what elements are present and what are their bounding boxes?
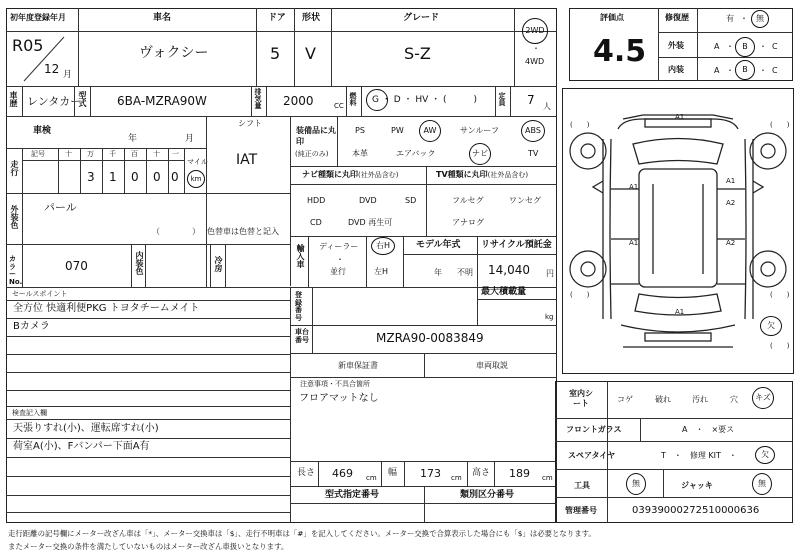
model-year-unit: 年 [434,268,442,277]
navi-sd: SD [405,196,417,205]
door-label: ドア [268,13,286,23]
color-paren: （ ） [152,227,200,236]
equipment-sublabel: (純正のみ) [295,150,329,158]
ac-label: 冷房 [214,256,223,272]
km-circle: km [187,170,205,188]
int-dot1: ・ [726,66,734,75]
mileage-digit: 0 [171,170,179,184]
diagram-mark: A1 [629,239,639,247]
capacity-value: 7 [527,93,535,107]
diagram-mark: A1 [726,177,736,185]
diagram-paren: ( ) [770,291,790,299]
sales-line-1: 全方位 快適利便PKG トヨタチームメイト [13,303,200,314]
inspector-line-2: 荷室A(小)、Fバンパー下面A有 [13,441,150,452]
tv-fullseg: フルセグ [452,196,484,205]
ext-c: C [772,42,778,51]
repair-no-circle: 無 [751,10,769,28]
grade-value: S-Z [404,44,431,63]
length-unit: cm [366,474,377,482]
seat-item: 穴 [730,395,738,404]
chassis-label: 車台番号 [295,328,309,344]
height-unit: cm [542,474,553,482]
color-no-value: 070 [65,259,88,273]
class-label: 類別区分番号 [460,490,515,500]
manual-label: 車両取説 [476,361,508,370]
spare-label: スペアタイヤ [568,451,616,460]
equip-abs-circle: ABS [521,120,545,142]
width-value: 173 [420,467,441,480]
import-parallel: 並行 [330,267,346,276]
first-reg-era: R05 [12,36,44,55]
model-label: 型式 [78,91,87,107]
import-left: 左H [374,267,389,276]
drive-4wd: 4WD [525,57,545,66]
footer-line-1: 走行距離の記号欄にメーター改ざん車は「*」、メーター交換車は「$」、走行不明車は「#」を記入してください。メーター交換で合算表示した場合にも「$」は必要となります。 [8,529,596,538]
int-a: A [714,66,720,75]
jack-none-circle: 無 [752,473,772,495]
diagram-paren: ( ) [770,342,790,350]
diagram-mark: A2 [726,239,736,247]
tv-label: TV種類に丸印(社外品含む) [436,170,529,179]
repair-label: 修復歴 [665,13,689,22]
glass-label: フロントガラス [566,425,622,434]
equipment-label: 装備品に丸印 [296,126,336,147]
tools-none-circle: 無 [626,473,646,495]
kg-unit: kg [545,313,554,321]
tv-analog: アナログ [452,218,484,227]
ext-a: A [714,42,720,51]
shift-label: シフト [238,119,262,128]
color-note: 色替車は色替と記入 [207,227,279,236]
score-value: 4.5 [593,34,647,69]
mileage-digit-label-4: 百 [131,150,138,158]
exterior-label: 外装 [668,41,684,50]
navi-dvd: DVD [359,196,377,205]
diagram-mark: A1 [675,113,685,121]
length-value: 469 [332,467,353,480]
mileage-label: 走行 [10,160,19,176]
inspection-label: 車検 [33,126,52,136]
drive-dot: ・ [532,44,540,53]
jack-label: ジャッキ [681,481,713,490]
ext-dot2: ・ [759,42,767,51]
mileage-digit-label-5: 十 [153,150,160,158]
repair-dot: ・ [740,14,748,23]
equip-pw: PW [391,126,404,135]
equip-leather: 本革 [352,149,368,158]
first-reg-label: 初年度登録年月 [10,13,66,22]
seat-item: 破れ [655,395,671,404]
inspector-line-1: 天張りすれ(小)、運転席すれ(小) [13,423,159,434]
int-dot2: ・ [759,66,767,75]
tv-oneseg: ワンセグ [509,196,541,205]
diagram-missing-circle: 欠 [760,316,782,336]
int-c: C [772,66,778,75]
width-unit: cm [451,474,462,482]
shape-value: V [305,44,316,63]
first-reg-month: 12 [44,62,60,76]
diagram-paren: ( ) [570,121,590,129]
recycle-label: リサイクル預託金 [481,240,552,250]
equip-aw-circle: AW [419,120,441,142]
shift-value: IAT [236,152,258,168]
color-label: 外装色 [10,205,19,229]
diagram-mark: A1 [629,183,639,191]
reg-no-label: 登録番号 [295,291,302,323]
type-cert-label: 型式指定番号 [325,490,380,500]
mileage-digit: 3 [87,170,95,184]
navi-label: ナビ種類に丸印(社外品含む) [302,170,399,179]
import-dealer: ディーラー [319,242,359,251]
seat-item: 汚れ [692,395,708,404]
diagram-paren: ( ) [570,291,590,299]
navi-dvd-play: DVD 再生可 [348,218,393,227]
spare-items: T ・ 修理 KIT ・ [661,451,737,460]
car-name: ヴォクシー [139,45,209,61]
seat-item: コゲ [617,395,633,404]
int-b-circle: B [735,60,755,80]
mileage-digit-label-1: 十 [65,150,72,158]
import-right-circle: 右H [371,237,395,255]
car-outline-diagram [563,89,793,373]
color-value: パール [44,201,77,214]
diagram-mark: A1 [675,308,685,316]
mileage-digit-label-6: 一 [172,150,179,158]
notes-label: 注意事項・不具合箇所 [300,380,370,388]
warranty-label: 新車保証書 [338,361,378,370]
model-year-label: モデル年式 [416,240,461,250]
tools-label: 工具 [574,481,590,490]
notes-value: フロアマットなし [299,393,379,404]
mgmt-value: 03939000272510000636 [632,505,760,516]
usage-value: レンタカー [27,95,82,108]
spare-missing-circle: 欠 [755,446,775,464]
ext-b-circle: B [735,37,755,57]
cc-unit: CC [334,102,344,110]
seat-scratch-circle: キズ [752,387,774,409]
usage-label: 車歴 [9,91,18,107]
mileage-digit: 0 [131,170,139,184]
mileage-digit-label-2: 万 [87,150,94,158]
repair-yes: 有 [726,14,734,23]
mgmt-label: 管理番号 [565,506,597,515]
equip-sunroof: サンルーフ [460,126,499,135]
equip-airbag: エアバック [396,149,436,158]
inspector-label: 検査記入欄 [12,409,47,417]
car-name-label: 車名 [153,13,172,23]
seat-label: 室内シート [569,389,593,409]
diagram-mark: A2 [726,199,736,207]
chassis-value: MZRA90-0083849 [376,331,484,345]
inspection-month: 月 [185,134,195,144]
yen-unit: 円 [546,269,554,278]
capacity-label: 定員 [498,92,506,106]
displacement-value: 2000 [283,94,314,108]
model-year-unknown: 不明 [457,268,473,277]
mile-label: マイル [187,158,208,166]
equip-tv: TV [528,149,539,158]
color-no-label: カラーNo. [9,255,23,287]
drive-2wd-circle: 2WD [522,18,548,44]
shape-label: 形状 [302,13,321,23]
equip-navi-circle: ナビ [469,143,491,165]
fuel-label: 燃料 [349,92,357,106]
interior-color-label: 内装色 [135,251,144,275]
width-label: 幅 [388,468,398,478]
month-unit: 月 [63,70,73,80]
door-count: 5 [270,44,281,63]
mileage-digit: 1 [109,170,117,184]
glass-value: A ・ ×要ス [682,425,735,434]
inspection-year: 年 [128,134,138,144]
sales-label: セールスポイント [12,290,68,298]
mileage-digit-label-0: 記号 [31,150,45,158]
score-label: 評価点 [600,13,624,22]
fuel-options: G ・ D ・ HV ・ ( ) [372,95,478,105]
footer-line-2: またメーター交換の条件を満たしていないものはメーター改ざん車扱いとなります。 [8,542,289,551]
model-value: 6BA-MZRA90W [117,94,207,108]
mileage-digit-label-3: 千 [109,150,116,158]
ext-dot1: ・ [726,42,734,51]
sales-line-2: Bカメラ [13,321,50,332]
length-label: 長さ [297,468,316,478]
import-dot: ・ [336,255,344,264]
height-value: 189 [509,467,530,480]
navi-hdd: HDD [307,196,326,205]
diagram-paren: ( ) [770,121,790,129]
recycle-value: 14,040 [488,263,530,277]
navi-cd: CD [310,218,322,227]
equip-ps: PS [355,126,365,135]
mileage-digit: 0 [153,170,161,184]
height-label: 高さ [472,468,491,478]
person-unit: 人 [543,102,551,111]
displacement-label: 排気量 [254,88,262,109]
grade-label: グレード [403,13,440,23]
load-label: 最大積載量 [481,287,527,297]
interior-label: 内装 [668,65,684,74]
import-label: 輸入車 [296,244,305,268]
